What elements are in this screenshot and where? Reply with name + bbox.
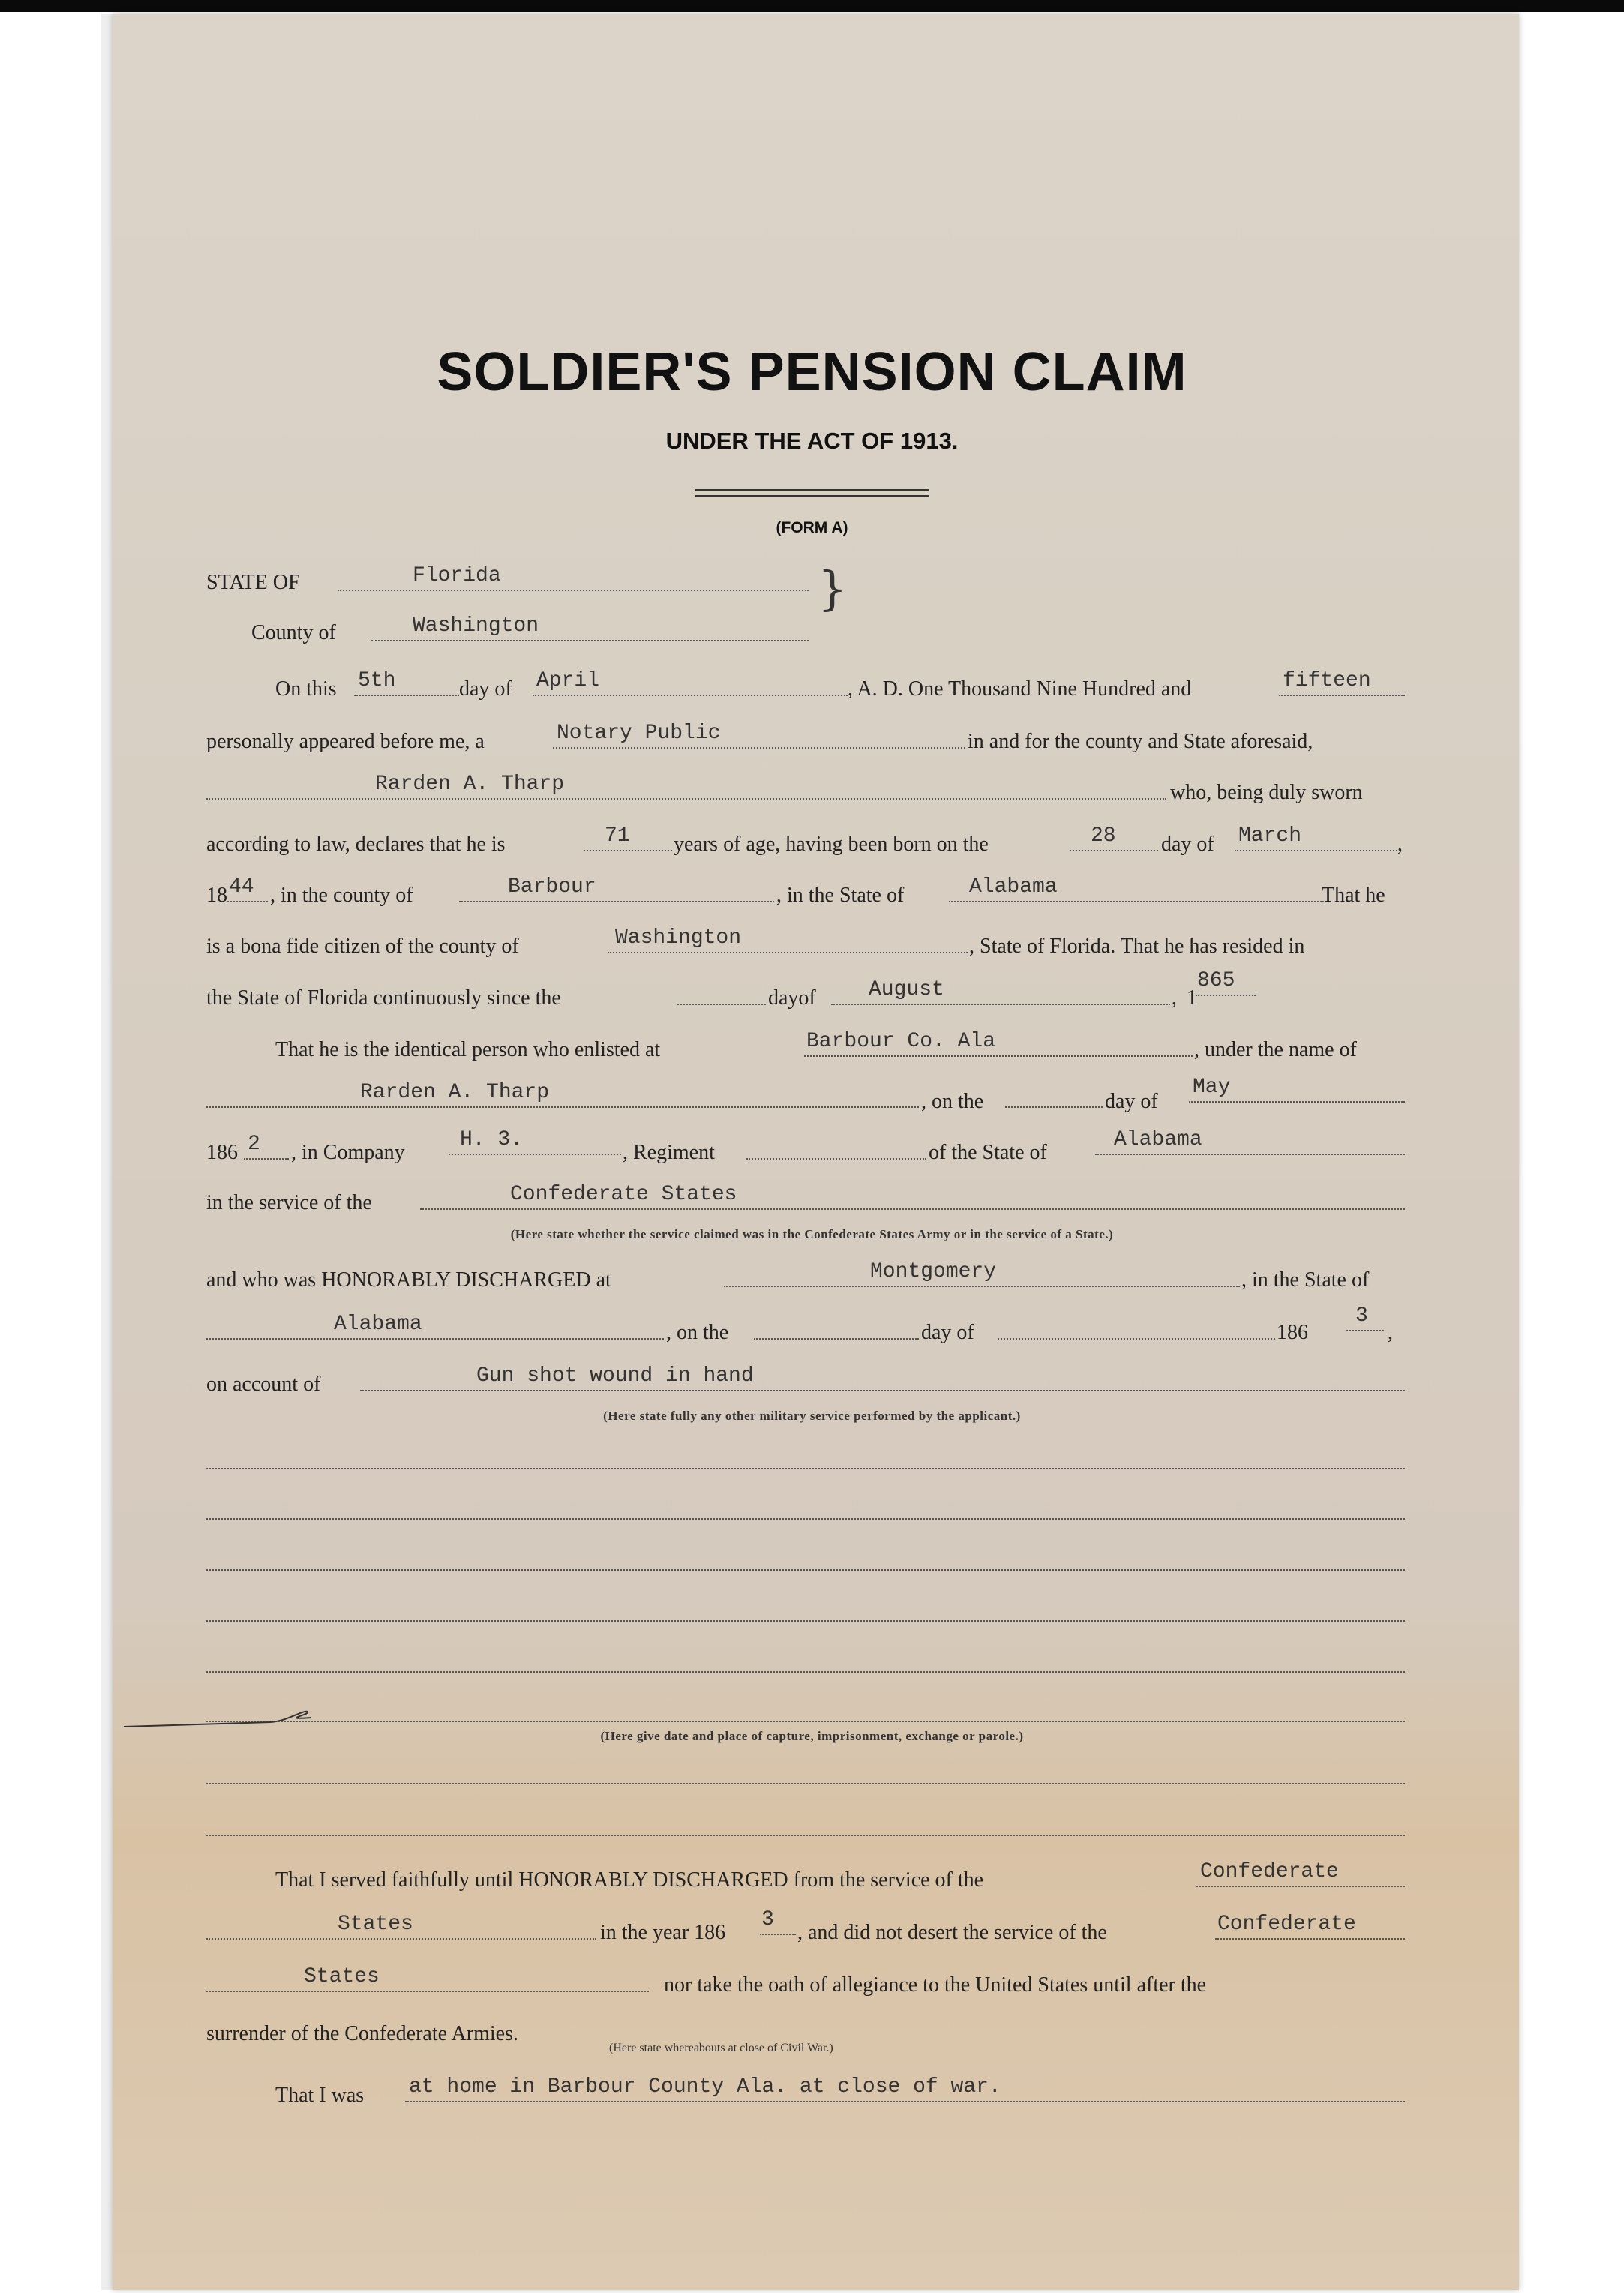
month-field[interactable] xyxy=(533,669,848,696)
other-service-line[interactable] xyxy=(206,1466,1405,1469)
discharge-year-field[interactable] xyxy=(1346,1304,1384,1331)
text-on-this: On this xyxy=(275,677,337,701)
text-not-desert: , and did not desert the service of the xyxy=(797,1921,1107,1944)
pen-stroke-mark xyxy=(120,1703,315,1733)
text-served: That I served faithfully until HONORABLY DISCHARGED from the service of the xyxy=(275,1868,984,1892)
birth-county-value: Barbour xyxy=(508,875,596,899)
service-note: (Here state whether the service claimed was in the Confederate States Army or in the service of a State.) xyxy=(510,1227,1114,1241)
birth-day-field[interactable] xyxy=(1070,824,1158,851)
enlistment-place-value: Barbour Co. Ala xyxy=(806,1030,996,1053)
served-service-value-2: States xyxy=(338,1913,413,1936)
desert-service-field[interactable] xyxy=(1215,1913,1405,1940)
other-service-line[interactable] xyxy=(206,1568,1405,1571)
discharge-year-prefix: 186 xyxy=(1277,1321,1308,1344)
other-service-line[interactable] xyxy=(206,1619,1405,1622)
year-words-value: fifteen xyxy=(1283,669,1371,692)
text-continuously: the State of Florida continuously since the xyxy=(206,986,561,1010)
company-field[interactable] xyxy=(449,1128,621,1155)
other-service-line[interactable] xyxy=(206,1517,1405,1520)
served-service-value-1: Confederate xyxy=(1200,1860,1339,1883)
birth-state-field[interactable] xyxy=(949,875,1324,902)
birth-county-field[interactable] xyxy=(459,875,774,902)
residence-day-field[interactable] xyxy=(677,983,766,1005)
venue-brace: } xyxy=(818,561,848,616)
officer-value: Notary Public xyxy=(557,722,721,745)
text-comma-2: , xyxy=(1172,986,1177,1010)
company-value: H. 3. xyxy=(460,1128,524,1151)
enlistment-year-field[interactable] xyxy=(244,1133,289,1160)
state-label: STATE OF xyxy=(206,571,300,594)
capture-line[interactable] xyxy=(206,1833,1405,1836)
discharge-day-field[interactable] xyxy=(754,1317,919,1340)
service-field[interactable] xyxy=(420,1183,1405,1210)
text-on-account: on account of xyxy=(206,1373,321,1396)
discharge-state-value: Alabama xyxy=(334,1313,422,1336)
other-service-line[interactable] xyxy=(206,1719,1405,1722)
county-value: Washington xyxy=(413,614,539,638)
county-label: County of xyxy=(251,621,336,644)
desert-service-value-1: Confederate xyxy=(1217,1913,1356,1936)
capture-note: (Here give date and place of capture, imprisonment, exchange or parole.) xyxy=(600,1729,1024,1743)
text-dayof: dayof xyxy=(768,986,816,1010)
text-day-of-4: day of xyxy=(921,1321,974,1344)
served-service-field-2[interactable] xyxy=(206,1913,596,1940)
discharge-state-field[interactable] xyxy=(206,1313,664,1340)
birth-month-value: March xyxy=(1238,824,1302,848)
text-in-county-of: , in the county of xyxy=(270,884,413,907)
text-comma-3: , xyxy=(1388,1321,1393,1344)
enlistment-day-field[interactable] xyxy=(1005,1085,1103,1108)
text-in-service: in the service of the xyxy=(206,1191,372,1214)
discharge-place-field[interactable] xyxy=(724,1260,1240,1287)
text-on-the: , on the xyxy=(921,1090,984,1113)
text-in-year: in the year 186 xyxy=(600,1921,726,1944)
enlistment-state-field[interactable] xyxy=(1095,1128,1405,1155)
other-service-line[interactable] xyxy=(206,1670,1405,1673)
text-in-and-for: in and for the county and State aforesaid, xyxy=(968,730,1313,753)
served-year-field[interactable] xyxy=(760,1908,796,1935)
enlistment-month-value: May xyxy=(1193,1076,1231,1099)
state-field[interactable] xyxy=(338,564,809,591)
title-divider-top xyxy=(695,489,929,491)
discharge-month-field[interactable] xyxy=(998,1317,1275,1340)
day-field[interactable] xyxy=(354,669,459,696)
day-value: 5th xyxy=(358,669,396,692)
text-according: according to law, declares that he is xyxy=(206,833,506,856)
enlistment-name-field[interactable] xyxy=(206,1081,919,1108)
text-comma: , xyxy=(1397,833,1403,856)
text-personally-appeared: personally appeared before me, a xyxy=(206,730,485,753)
text-day-of: day of xyxy=(459,677,512,701)
claimant-name-value: Rarden A. Tharp xyxy=(375,773,565,796)
enlistment-year-prefix: 186 xyxy=(206,1141,238,1164)
birth-year-prefix: 18 xyxy=(206,884,227,907)
regiment-field[interactable] xyxy=(746,1137,926,1160)
discharge-reason-value: Gun shot wound in hand xyxy=(476,1364,754,1388)
text-in-state-of: , in the State of xyxy=(776,884,905,907)
discharge-year-suffix: 3 xyxy=(1355,1304,1368,1328)
desert-service-field-2[interactable] xyxy=(206,1965,649,1992)
residence-year-value: 865 xyxy=(1197,969,1235,992)
text-years-age: years of age, having been born on the xyxy=(674,833,989,856)
text-ad: , A. D. One Thousand Nine Hundred and xyxy=(848,677,1192,701)
officer-field[interactable] xyxy=(553,722,965,749)
residence-county-field[interactable] xyxy=(608,926,968,953)
text-nor-oath: nor take the oath of allegiance to the United States until after the xyxy=(664,1973,1207,1997)
text-surrender: surrender of the Confederate Armies. xyxy=(206,2022,518,2045)
text-on-the-2: , on the xyxy=(666,1321,729,1344)
residence-month-value: August xyxy=(869,978,944,1001)
capture-line[interactable] xyxy=(206,1781,1405,1784)
text-identical: That he is the identical person who enlisted at xyxy=(275,1038,661,1061)
form-label: (FORM A) xyxy=(776,519,848,536)
page-subtitle: UNDER THE ACT OF 1913. xyxy=(665,428,959,454)
birth-year-field[interactable] xyxy=(227,875,268,902)
discharge-place-value: Montgomery xyxy=(870,1260,997,1283)
text-of-state: of the State of xyxy=(929,1141,1047,1164)
enlistment-state-value: Alabama xyxy=(1114,1128,1202,1151)
birth-day-value: 28 xyxy=(1091,824,1116,848)
state-value: Florida xyxy=(413,564,501,587)
text-who-sworn: who, being duly sworn xyxy=(1170,781,1363,804)
served-service-field[interactable] xyxy=(1196,1860,1405,1887)
birth-year-suffix: 44 xyxy=(229,875,254,899)
residence-year-field[interactable] xyxy=(1196,969,1256,996)
text-honorably: and who was HONORABLY DISCHARGED at xyxy=(206,1268,611,1292)
text-state-florida: , State of Florida. That he has resided in xyxy=(969,935,1305,958)
service-value: Confederate States xyxy=(510,1183,737,1206)
text-bona-fide: is a bona fide citizen of the county of xyxy=(206,935,519,958)
text-that-i-was: That I was xyxy=(275,2084,365,2107)
served-year-value: 3 xyxy=(761,1908,774,1931)
text-in-state-of-2: , in the State of xyxy=(1241,1268,1370,1292)
county-field[interactable] xyxy=(371,614,809,641)
age-value: 71 xyxy=(605,824,630,848)
title-divider-bottom xyxy=(695,495,929,497)
residence-month-field[interactable] xyxy=(831,978,1170,1005)
residence-year-prefix: 1 xyxy=(1187,986,1197,1010)
age-field[interactable] xyxy=(584,824,672,851)
whereabouts-value: at home in Barbour County Ala. at close of war. xyxy=(409,2075,1001,2099)
year-words-field[interactable] xyxy=(1279,669,1405,696)
scan-top-border xyxy=(0,0,1624,12)
text-in-company: , in Company xyxy=(291,1141,405,1164)
desert-service-value-2: States xyxy=(304,1965,380,1988)
month-value: April xyxy=(536,669,600,692)
discharge-reason-field[interactable] xyxy=(360,1364,1405,1391)
page-title: SOLDIER'S PENSION CLAIM xyxy=(437,342,1187,402)
enlistment-place-field[interactable] xyxy=(804,1030,1193,1057)
text-that-he: That he xyxy=(1322,884,1385,907)
text-regiment: , Regiment xyxy=(623,1141,715,1164)
whereabouts-note: (Here state whereabouts at close of Civil War.) xyxy=(609,2042,833,2054)
text-day-of-2: day of xyxy=(1161,833,1214,856)
enlistment-year-suffix: 2 xyxy=(248,1133,260,1156)
birth-month-field[interactable] xyxy=(1235,824,1397,851)
residence-county-value: Washington xyxy=(615,926,742,950)
birth-state-value: Alabama xyxy=(969,875,1058,899)
enlistment-month-field[interactable] xyxy=(1189,1076,1405,1103)
whereabouts-field[interactable] xyxy=(405,2075,1405,2102)
text-day-of-3: day of xyxy=(1105,1090,1158,1113)
claimant-name-field[interactable] xyxy=(206,773,1166,800)
enlistment-name-value: Rarden A. Tharp xyxy=(360,1081,550,1104)
text-under-name: , under the name of xyxy=(1194,1038,1357,1061)
other-service-note: (Here state fully any other military service performed by the applicant.) xyxy=(603,1409,1021,1423)
